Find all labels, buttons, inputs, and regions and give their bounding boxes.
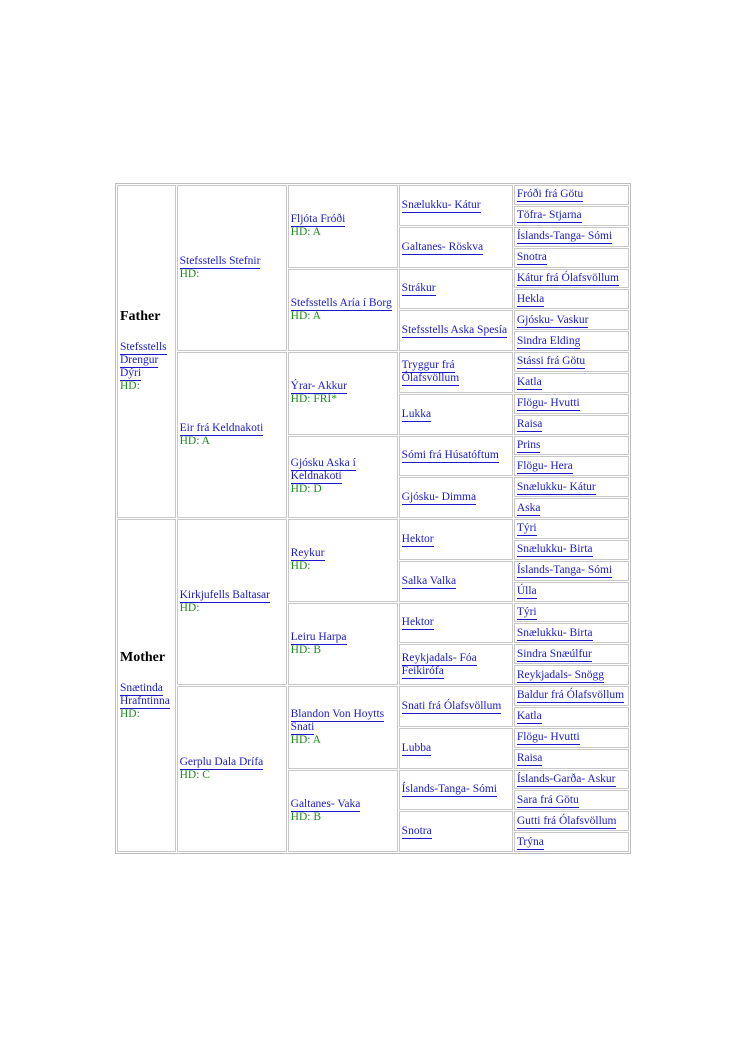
pedigree-row: [117, 352, 629, 372]
gen5-name-link[interactable]: Prins: [516, 438, 541, 451]
gen5-name-link[interactable]: Sindra Snæúlfur: [516, 647, 592, 660]
pedigree-cell-gen5: [514, 561, 629, 581]
pedigree-cell-gen5: [514, 623, 629, 643]
pedigree-cell-grandparent: [177, 686, 287, 852]
pedigree-row: [117, 519, 629, 539]
pedigree-cell-great-grandparent: [288, 686, 398, 769]
gen4-name-link[interactable]: Lubba: [401, 741, 432, 754]
hd-score: HD: B: [290, 643, 321, 656]
hd-score: HD: B: [290, 810, 321, 823]
great-grandparent-name-link[interactable]: Galtanes- Vaka: [290, 797, 361, 810]
pedigree-cell-gen5: [514, 227, 629, 247]
pedigree-cell-sire: [117, 185, 176, 518]
great-grandparent-name-link[interactable]: Stefsstells Aría í Borg: [290, 296, 392, 309]
gen5-name-link[interactable]: Fróði frá Götu: [516, 188, 584, 201]
grandparent-name-link[interactable]: Stefsstells Stefnir: [179, 255, 261, 267]
gen4-name-link[interactable]: Hektor: [401, 532, 434, 545]
pedigree-cell-gen5: [514, 436, 629, 456]
gen5-name-link[interactable]: Gutti frá Ólafsvöllum: [516, 814, 617, 827]
pedigree-cell-gen4: [399, 644, 513, 685]
gen5-name-link[interactable]: Kátur frá Ólafsvöllum: [516, 271, 620, 284]
pedigree-cell-dam: [117, 519, 176, 852]
gen5-name-link[interactable]: Raisa: [516, 418, 543, 431]
great-grandparent-name-link[interactable]: Fljóta Fróði: [290, 213, 346, 226]
pedigree-cell-gen5: [514, 770, 629, 790]
pedigree-cell-gen5: [514, 206, 629, 226]
pedigree-cell-gen5: [514, 498, 629, 518]
hd-score: HD: A: [290, 226, 321, 239]
pedigree-cell-gen4: [399, 185, 513, 226]
pedigree-cell-great-grandparent: [288, 436, 398, 519]
pedigree-cell-gen5: [514, 644, 629, 664]
pedigree-cell-great-grandparent: [288, 519, 398, 602]
gen5-name-link[interactable]: Sindra Elding: [516, 334, 581, 347]
gen5-name-link[interactable]: Gjósku- Vaskur: [516, 313, 589, 326]
gen5-name-link[interactable]: Snælukku- Birta: [516, 543, 593, 556]
pedigree-cell-grandparent: [177, 352, 287, 518]
grandparent-name-link[interactable]: Kirkjufells Baltasar: [179, 589, 270, 601]
hd-score: HD:: [290, 560, 311, 573]
gen5-name-link[interactable]: Aska: [516, 501, 541, 514]
great-grandparent-name-link[interactable]: Ýrar- Akkur: [290, 380, 347, 393]
gen5-name-link[interactable]: Reykjadals- Snögg: [516, 668, 605, 681]
gen4-name-link[interactable]: Sómi frá Húsatóftum: [401, 449, 499, 462]
pedigree-cell-gen5: [514, 665, 629, 685]
gen5-name-link[interactable]: Flögu- Hera: [516, 459, 573, 472]
pedigree-cell-gen4: [399, 310, 513, 351]
gen5-name-link[interactable]: Úlla: [516, 585, 537, 598]
gen5-name-link[interactable]: Katla: [516, 710, 542, 723]
pedigree-row: [117, 185, 629, 205]
grandparent-name-link[interactable]: Gerplu Dala Drífa: [179, 756, 264, 768]
pedigree-cell-gen4: [399, 811, 513, 852]
gen5-name-link[interactable]: Týri: [516, 605, 537, 618]
pedigree-cell-gen4: [399, 561, 513, 602]
gen5-name-link[interactable]: Flögu- Hvutti: [516, 397, 580, 410]
hd-score: HD: C: [179, 769, 210, 781]
pedigree-cell-gen5: [514, 832, 629, 852]
pedigree-cell-gen5: [514, 415, 629, 435]
gen4-name-link[interactable]: Reykjadals- Fóa Feikirófa: [401, 651, 477, 677]
gen5-name-link[interactable]: Raisa: [516, 752, 543, 765]
pedigree-cell-gen5: [514, 728, 629, 748]
pedigree-cell-gen4: [399, 227, 513, 268]
gen5-name-link[interactable]: Íslands-Tanga- Sómi: [516, 564, 613, 577]
pedigree-cell-gen5: [514, 603, 629, 623]
pedigree-body: [117, 185, 629, 852]
pedigree-cell-gen5: [514, 456, 629, 476]
gen5-name-link[interactable]: Týri: [516, 522, 537, 535]
gen4-name-link[interactable]: Snati frá Ólafsvöllum: [401, 699, 502, 712]
gen4-name-link[interactable]: Tryggur frá Ólafsvöllum: [401, 359, 460, 385]
gen5-name-link[interactable]: Snælukku- Birta: [516, 626, 593, 639]
gen5-name-link[interactable]: Hekla: [516, 292, 545, 305]
pedigree-cell-grandparent: [177, 185, 287, 351]
pedigree-cell-gen5: [514, 790, 629, 810]
pedigree-cell-gen5: [514, 707, 629, 727]
pedigree-cell-gen4: [399, 686, 513, 727]
father-name-link[interactable]: Stefsstells Drengur Dýri: [120, 341, 167, 379]
mother-label: Mother: [120, 649, 166, 665]
pedigree-cell-great-grandparent: [288, 603, 398, 686]
hd-score: HD:: [120, 380, 140, 392]
pedigree-cell-gen5: [514, 749, 629, 769]
pedigree-cell-gen5: [514, 248, 629, 268]
pedigree-cell-gen4: [399, 477, 513, 518]
hd-score: HD: A: [290, 309, 321, 322]
gen5-name-link[interactable]: Stássi frá Götu: [516, 355, 586, 368]
pedigree-cell-gen4: [399, 269, 513, 310]
mother-name-link[interactable]: Snætinda Hrafntinna: [120, 681, 170, 707]
pedigree-row: [117, 686, 629, 706]
gen5-name-link[interactable]: Íslands-Tanga- Sómi: [516, 230, 613, 243]
gen5-name-link[interactable]: Trýna: [516, 835, 544, 848]
great-grandparent-name-link[interactable]: Blandon Von Hoytts Snati: [290, 707, 385, 733]
pedigree-cell-gen5: [514, 394, 629, 414]
pedigree-cell-gen4: [399, 352, 513, 393]
pedigree-cell-gen4: [399, 394, 513, 435]
pedigree-cell-gen4: [399, 603, 513, 644]
pedigree-cell-gen5: [514, 811, 629, 831]
gen5-name-link[interactable]: Baldur frá Ólafsvöllum: [516, 689, 625, 702]
gen4-name-link[interactable]: Galtanes- Röskva: [401, 240, 484, 253]
gen4-name-link[interactable]: Íslands-Tanga- Sómi: [401, 783, 498, 796]
great-grandparent-name-link[interactable]: Gjósku Aska í Keldnakoti: [290, 457, 356, 483]
pedigree-cell-gen5: [514, 310, 629, 330]
pedigree-cell-gen4: [399, 519, 513, 560]
gen4-name-link[interactable]: Salka Valka: [401, 574, 457, 587]
gen5-name-link[interactable]: Íslands-Garða- Askur: [516, 772, 616, 785]
gen5-name-link[interactable]: Sara frá Götu: [516, 793, 579, 806]
pedigree-cell-gen4: [399, 436, 513, 477]
hd-score: HD:: [120, 707, 140, 720]
pedigree-cell-gen5: [514, 352, 629, 372]
pedigree-cell-gen5: [514, 185, 629, 205]
pedigree-cell-great-grandparent: [288, 269, 398, 352]
pedigree-cell-gen5: [514, 519, 629, 539]
great-grandparent-name-link[interactable]: Leiru Harpa: [290, 630, 347, 643]
pedigree-cell-great-grandparent: [288, 770, 398, 853]
pedigree-table: [115, 183, 631, 854]
gen5-name-link[interactable]: Snotra: [516, 251, 547, 264]
pedigree-cell-grandparent: [177, 519, 287, 685]
pedigree-cell-gen5: [514, 477, 629, 497]
pedigree-cell-great-grandparent: [288, 185, 398, 268]
hd-score: HD: A: [290, 733, 321, 746]
pedigree-cell-gen5: [514, 540, 629, 560]
pedigree-cell-great-grandparent: [288, 352, 398, 435]
hd-score: HD: D: [290, 483, 322, 496]
pedigree-cell-gen5: [514, 331, 629, 351]
pedigree-cell-gen4: [399, 770, 513, 811]
hd-score: HD:: [179, 268, 200, 280]
gen4-name-link[interactable]: Stefsstells Aska Spesía: [401, 324, 508, 337]
gen5-name-link[interactable]: Töfra- Stjarna: [516, 209, 582, 222]
father-label: Father: [120, 309, 161, 324]
pedigree-cell-gen5: [514, 269, 629, 289]
gen5-name-link[interactable]: Flögu- Hvutti: [516, 731, 580, 744]
gen5-name-link[interactable]: Katla: [516, 376, 542, 389]
pedigree-cell-gen4: [399, 728, 513, 769]
great-grandparent-name-link[interactable]: Reykur: [290, 547, 325, 560]
pedigree-cell-gen5: [514, 289, 629, 309]
grandparent-name-link[interactable]: Eir frá Keldnakoti: [179, 422, 264, 434]
gen4-name-link[interactable]: Strákur: [401, 282, 436, 295]
hd-score: HD: FRI*: [290, 393, 337, 406]
gen5-name-link[interactable]: Snælukku- Kátur: [516, 480, 596, 493]
pedigree-cell-gen5: [514, 686, 629, 706]
gen4-name-link[interactable]: Lukka: [401, 407, 432, 420]
hd-score: HD: A: [179, 435, 210, 447]
pedigree-cell-gen5: [514, 373, 629, 393]
gen4-name-link[interactable]: Gjósku- Dimma: [401, 491, 477, 504]
gen4-name-link[interactable]: Snotra: [401, 825, 432, 838]
gen4-name-link[interactable]: Hektor: [401, 616, 434, 629]
gen4-name-link[interactable]: Snælukku- Kátur: [401, 198, 481, 211]
hd-score: HD:: [179, 602, 200, 614]
pedigree-cell-gen5: [514, 582, 629, 602]
